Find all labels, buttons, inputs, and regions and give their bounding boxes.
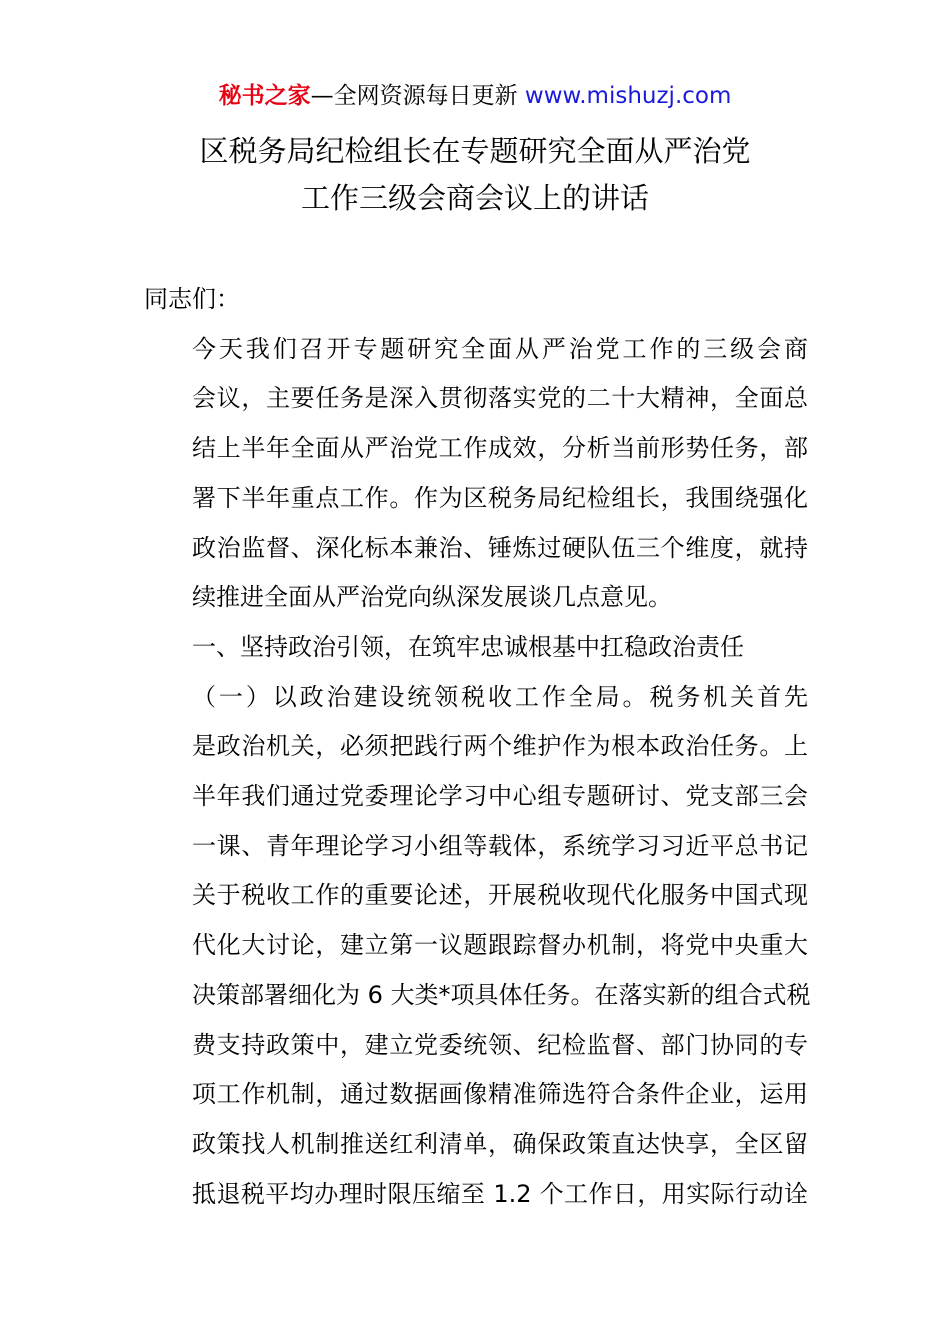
paragraph-intro (144, 325, 808, 623)
text-line: 一课、青年理论学习小组等载体，系统学习习近平总书记 (192, 831, 808, 860)
text-line: 续推进全面从严治党向纵深发展谈几点意见。 (192, 583, 672, 612)
text-line: 半年我们通过党委理论学习中心组专题研讨、党支部三会 (192, 782, 808, 811)
text-line: 政治监督、深化标本兼治、锤炼过硬队伍三个维度，就持 (192, 533, 808, 562)
text-line: 项工作机制，通过数据画像精准筛选符合条件企业，运用 (192, 1080, 808, 1109)
text-line: 政策找人机制推送红利清单，确保政策直达快享，全区留 (192, 1129, 808, 1158)
text-line: 代化大讨论，建立第一议题跟踪督办机制，将党中央重大 (192, 931, 808, 960)
site-tagline: —全网资源每日更新 (310, 83, 518, 109)
text-line: 今天我们召开专题研究全面从严治党工作的三级会商 (192, 334, 808, 363)
text-line: 会议，主要任务是深入贯彻落实党的二十大精神，全面总 (192, 384, 808, 413)
text-line: 结上半年全面从严治党工作成效，分析当前形势任务，部 (192, 434, 808, 463)
text-line: 抵退税平均办理时限压缩至 1.2 个工作日，用实际行动诠 (192, 1179, 808, 1208)
site-brand: 秘书之家 (218, 83, 311, 109)
paragraph-political-building (144, 673, 811, 1220)
text-line: 决策部署细化为 6 大类*项具体任务。在落实新的组合式税 (192, 980, 811, 1009)
text-line: 关于税收工作的重要论述，开展税收现代化服务中国式现 (192, 881, 808, 910)
text-line: 是政治机关，必须把践行两个维护作为根本政治任务。上 (192, 732, 808, 761)
document-body (144, 275, 811, 1219)
title-line-2: 工作三级会商会议上的讲话 (300, 181, 649, 215)
section-heading-1: 一、坚持政治引领，在筑牢忠诚根基中扛稳政治责任 (192, 632, 744, 661)
title-line-1: 区税务局纪检组长在专题研究全面从严治党 (199, 134, 751, 168)
site-header (0, 80, 950, 112)
site-url-link[interactable]: www.mishuzj.com (524, 83, 732, 109)
text-line: 费支持政策中，建立党委统领、纪检监督、部门协同的专 (192, 1030, 808, 1059)
salutation: 同志们： (144, 285, 240, 313)
document-title (0, 128, 950, 222)
text-line: （一）以政治建设统领税收工作全局。税务机关首先 (192, 682, 808, 711)
text-line: 署下半年重点工作。作为区税务局纪检组长，我围绕强化 (192, 483, 808, 512)
